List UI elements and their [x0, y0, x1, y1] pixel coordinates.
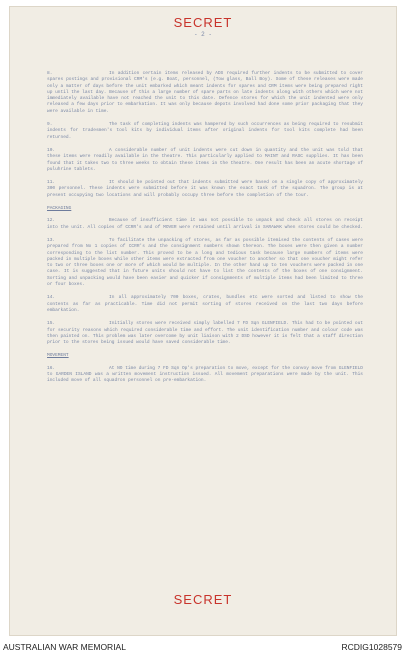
paragraph-number: 12.: [47, 218, 56, 224]
paragraph-11: [47, 180, 363, 199]
paragraph-number: 15.: [47, 321, 56, 327]
archive-footer: [0, 640, 406, 654]
classification-stamp-bottom: SECRET: [173, 592, 233, 607]
classification-stamp-top: SECRET: [173, 15, 233, 30]
paragraph-16: [47, 366, 363, 385]
paragraph-text: A considerable number of unit indents were cut down in quantity and the unit was told that these items were readily available in the theatre. This particularly applied to MAINT and RASC supplies. It has been found that it takes two to three weeks to obtain these items in the theatre. One result has been an acute shortage of puluhrine tablets.: [47, 147, 363, 172]
paragraph-text: To facilitate the unpacking of stores, as far as possible itemised the contents of cases were prepared from No 1 copies of CCRR's and the consignment numbers shown thereon. The boxes were then given a number corresponding to the list number. This proved to be a long and tedious task because large numbers of items were packed in multiple boxes while other items were extracted from one voucher to another so that one voucher might refer to two or three boxes one or more of which would be multiple. In the other hand up to ten vouchers were packed in one case. It is suggested that in future units should not have to list the contents of the boxes of one consignment. Sorting and unpacking would have been easier and quicker if consignments of multiple items had been limited to three or four boxes.: [47, 237, 363, 288]
paragraph-text: Initially stores were received simply labelled 7 FD Sqn GLENFIELD. This had to be pointed out for security reasons which required considerable time and effort. The unit identification number and colour code was then painted on. This problem was later overcome by unit liaison with 2 DSD however it is felt that a staff direction prior to the stores being issued would have saved considerable time.: [47, 321, 363, 346]
archive-reference: RCDIG1028579: [341, 642, 402, 652]
paragraph-text: At NO time during 7 FD Sqn Op's preparation to move, except for the convoy move from GLENFIELD to GARDEN ISLAND was a written movement instruction issued. All movement preparations were made by the unit. This included move of all squadron personnel on pre-embarkation.: [47, 365, 363, 384]
section-heading-packaging: PACKAGING: [47, 206, 72, 212]
paragraph-text: In all approximately 700 boxes, crates, bundles etc were sorted and listed to show the contents as far as practicable. Time did not permit sorting of stores received on the last two days before embarkation.: [47, 295, 363, 313]
paragraph-number: 16.: [47, 365, 56, 371]
paragraph-text: The task of completing indents was hampered by such occurrences as being required to resubmit indents for tradesmen's tool kits by individual items after original indents for tool kits complete had been returned.: [47, 122, 363, 140]
paragraph-13: [47, 238, 363, 288]
paragraph-12: [47, 218, 363, 231]
paragraph-text: In addition certain items released by ADS required further indents to be submitted to cover spares postings and provisional CRM's (e.g. Boat, personnel, (Tow glass, Ball Boy). Some of these releases were made only a matter of days before the unit embarked which meant indents for spares and CRM items were being prepared right up until the last day. Because of this a large number of spare parts on late indents along with others which were not immediately available have not reached the unit to this date. Defence stores for which the unit indented were only released a few days prior to embarkation. It was only because depots involved had done some prior packaging that they were available in time.: [47, 71, 363, 114]
paragraph-number: 8.: [47, 71, 53, 76]
paragraph-number: 10.: [47, 147, 56, 153]
paragraph-9: [47, 122, 363, 141]
section-heading-movement: MOVEMENT: [47, 353, 69, 359]
paragraph-10: [47, 148, 363, 173]
paragraph-text: It should be pointed out that indents submitted were based on a single copy of approximately 300 personnel. These indents were submitted before it was known the exact task of the squadron. The group is at present occupying two locations and will probably occupy three before the completion of the tour.: [47, 180, 363, 198]
document-body: [47, 71, 363, 392]
paragraph-number: 9.: [47, 122, 53, 128]
paragraph-14: [47, 295, 363, 314]
archive-name: AUSTRALIAN WAR MEMORIAL: [3, 642, 126, 652]
paragraph-number: 14.: [47, 295, 56, 301]
paragraph-15: [47, 321, 363, 346]
paragraph-number: 11.: [47, 180, 56, 186]
paragraph-8: [47, 71, 363, 115]
paragraph-text: Because of insufficient time it was not possible to unpack and check all stores on receipt into the unit. All copies of CCRR's and of MOVER were retained until arrival in SARAWAK when stores could be checked.: [47, 218, 363, 230]
paragraph-number: 13.: [47, 237, 56, 243]
page-number: - 2 -: [193, 31, 212, 38]
document-page: [9, 6, 397, 636]
